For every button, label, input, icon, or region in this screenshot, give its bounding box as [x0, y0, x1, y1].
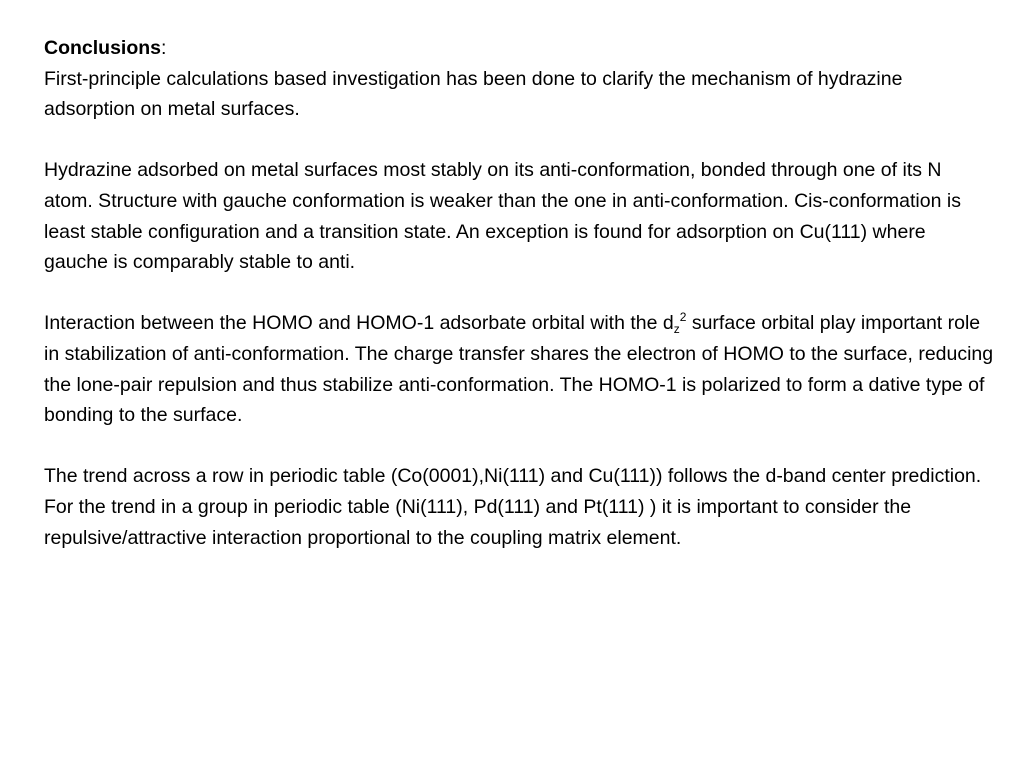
orbital-subscript: z [673, 322, 680, 337]
conclusions-heading [44, 33, 994, 64]
orbital-superscript: 2 [679, 310, 687, 325]
paragraph-conformation: Hydrazine adsorbed on metal surfaces most stably on its anti-conformation, bonded through one of its N atom. Structure with gauche conformation is weaker than the one in anti-conformation. Cis-conformation is least stable configuration and a transition state. An exception is found for adsorption on Cu(111) where gauche is comparably stable to anti. [44, 159, 961, 274]
heading-colon: : [161, 37, 167, 59]
slide-body [44, 33, 994, 584]
interaction-text-start: Interaction between the HOMO and HOMO-1 adsorbate orbital with the d [44, 312, 674, 335]
interaction-text-end: surface orbital play important role in stabilization of anti-conformation. The charge transfer shares the electron of HOMO to the surface, reducing the lone-pair repulsion and thus stabilize anti-conformation. The HOMO-1 is polarized to form a dative type of bonding to the surface. [44, 312, 994, 427]
paragraph-trend: The trend across a row in periodic table (Co(0001),Ni(111) and Cu(111)) follows the d-band center prediction. For the trend in a group in periodic table (Ni(111), Pd(111) and Pt(111) ) it is important to consider the repulsive/attractive interaction proportional to the coupling matrix element. [44, 465, 982, 549]
paragraph-intro: First-principle calculations based investigation has been done to clarify the mechanism of hydrazine adsorption on metal surfaces. [44, 67, 903, 121]
heading-title: Conclusions [44, 37, 162, 59]
paragraph-interaction [44, 308, 994, 430]
